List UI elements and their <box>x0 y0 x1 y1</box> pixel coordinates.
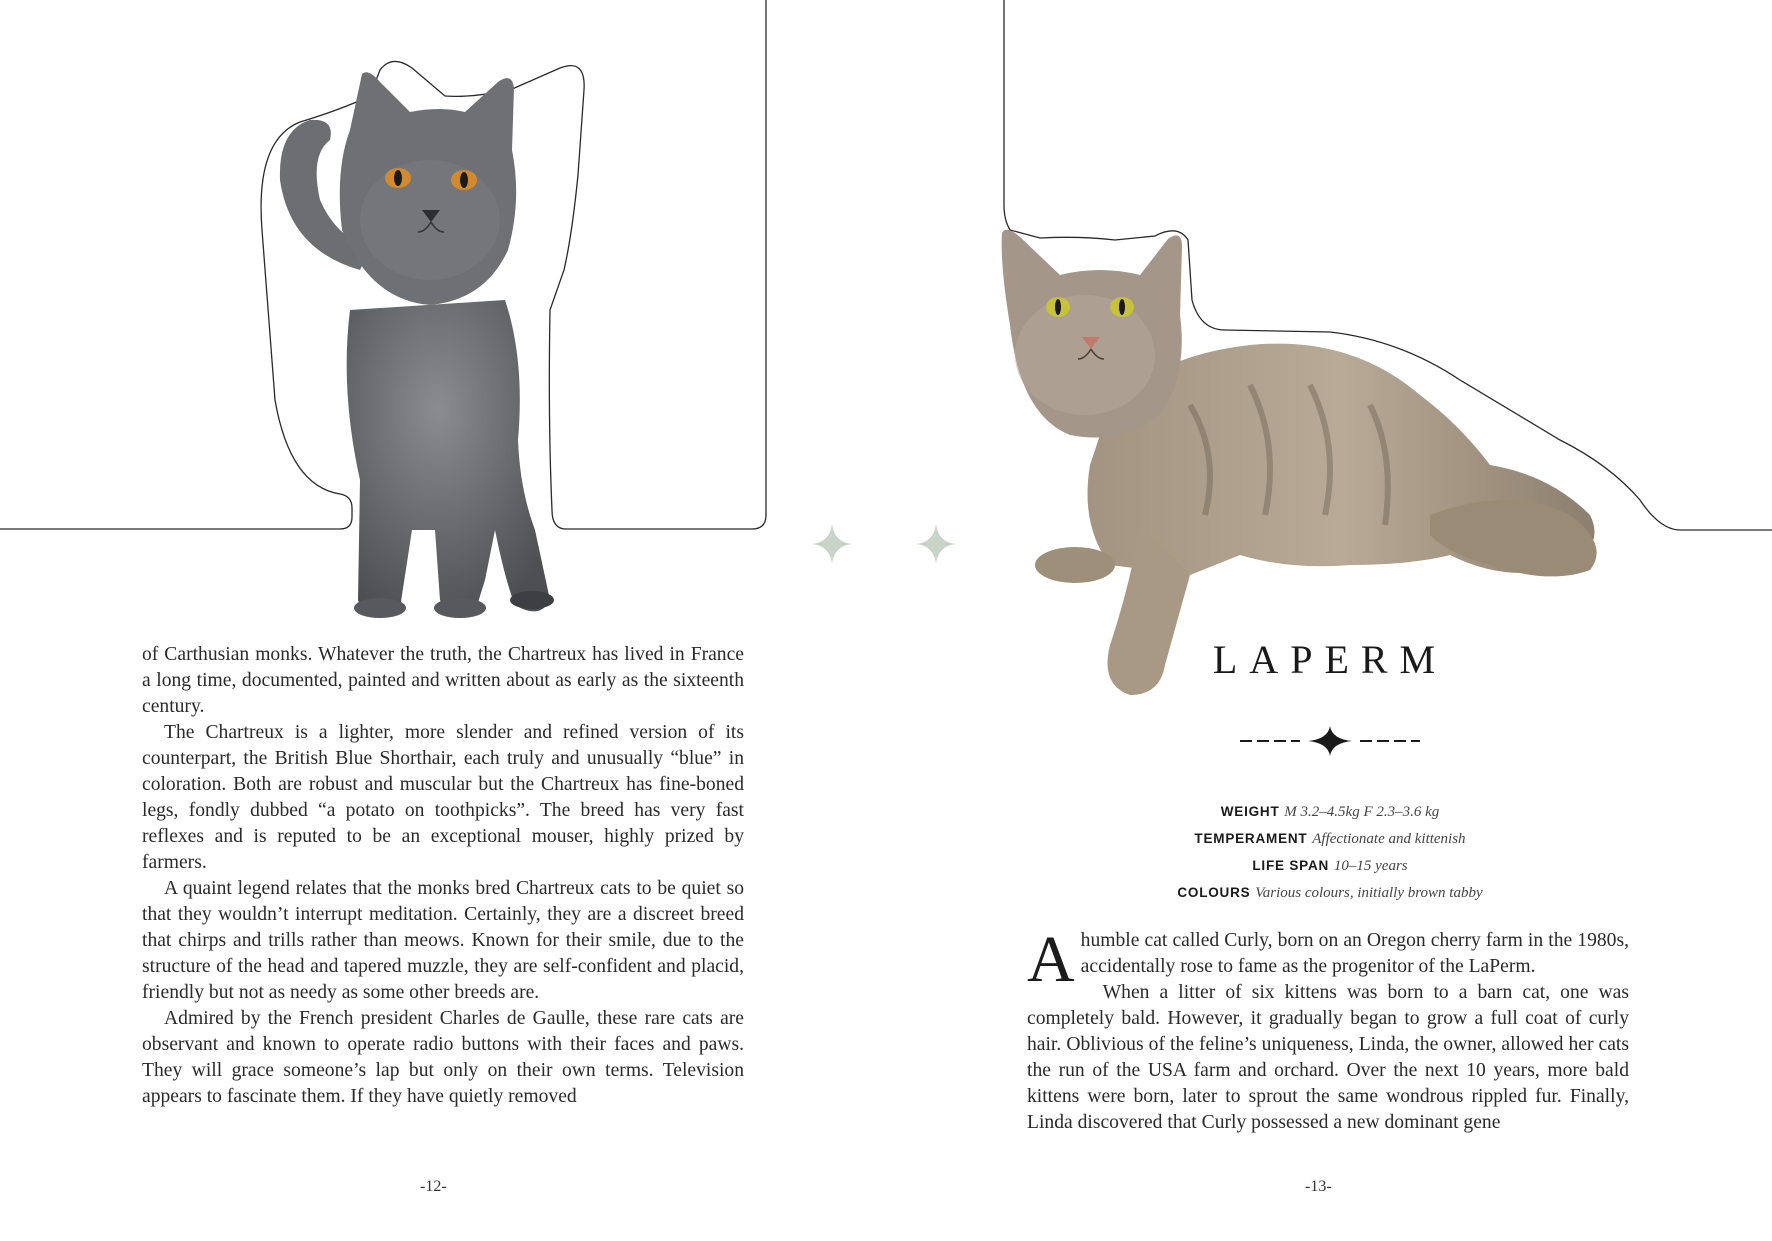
stat-label: COLOURS <box>1177 885 1251 900</box>
stat-temperament <box>1080 825 1580 852</box>
stat-label: TEMPERAMENT <box>1194 831 1308 846</box>
left-paragraph: of Carthusian monks. Whatever the truth, the Chartreux has lived in France a long time, documented, painted and written about as early as the sixteenth century. <box>142 644 744 717</box>
stat-value: M 3.2–4.5kg F 2.3–3.6 kg <box>1284 804 1440 820</box>
right-paragraph: When a litter of six kittens was born to a barn cat, one was completely bald. However, it gradually began to grow a full coat of curly hair. Oblivious of the feline’s uniqueness, Linda, the owner, allowed her cats the run of the USA farm and orchard. Over the next 10 years, more bald kittens were born, later to sprout the same wondrous rippled fur. Finally, Linda discovered that Curly possessed a new dominant gene <box>1027 982 1629 1133</box>
chartreux-cat-photo <box>250 60 590 620</box>
left-paragraph: Admired by the French president Charles de Gaulle, these rare cats are observant and known to operate radio buttons with their faces and paws. They will grace someone’s lap but only on their own terms. Television appears to fascinate them. If they have quietly removed <box>142 1008 744 1107</box>
left-paragraph: A quaint legend relates that the monks bred Chartreux cats to be quiet so that they wouldn’t interrupt meditation. Certainly, they are a discreet breed that chirps and trills rather than meows. Known for their smile, due to the structure of the head and tapered muzzle, they are self-confident and placid, friendly but not as needy as some other breeds are. <box>142 878 744 1003</box>
ornamental-divider-icon <box>1240 726 1420 756</box>
sparkle-icon <box>812 524 852 564</box>
left-page-number: -12- <box>420 1178 447 1195</box>
stat-weight <box>1080 798 1580 825</box>
stat-life-span <box>1080 852 1580 879</box>
stat-value: 10–15 years <box>1333 858 1408 874</box>
sparkle-icon <box>916 524 956 564</box>
stat-value: Affectionate and kittenish <box>1312 831 1466 847</box>
right-page-number: -13- <box>1305 1178 1332 1195</box>
right-body-text <box>1027 923 1629 1136</box>
stat-colours <box>1080 879 1580 906</box>
left-paragraph: The Chartreux is a lighter, more slender and refined version of its counterpart, the British Blue Shorthair, each truly and unusually “blue” in coloration. Both are robust and muscular but the Chartreux has fine-boned legs, fondly dubbed “a potato on toothpicks”. The breed has very fast reflexes and is reputed to be an exceptional mouser, highly prized by farmers. <box>142 722 744 873</box>
stat-label: LIFE SPAN <box>1252 858 1330 873</box>
left-body-text <box>142 642 744 1110</box>
stat-label: WEIGHT <box>1220 804 1280 819</box>
drop-cap: A <box>1027 923 1075 996</box>
stat-value: Various colours, initially brown tabby <box>1255 885 1483 901</box>
right-first-paragraph <box>1027 923 1629 996</box>
breed-stats <box>1080 798 1580 906</box>
first-paragraph-text: humble cat called Curly, born on an Oregon cherry farm in the 1980s, accidentally rose to fame as the progenitor of the LaPerm. <box>1080 930 1629 977</box>
breed-title: LAPERM <box>1212 637 1448 682</box>
